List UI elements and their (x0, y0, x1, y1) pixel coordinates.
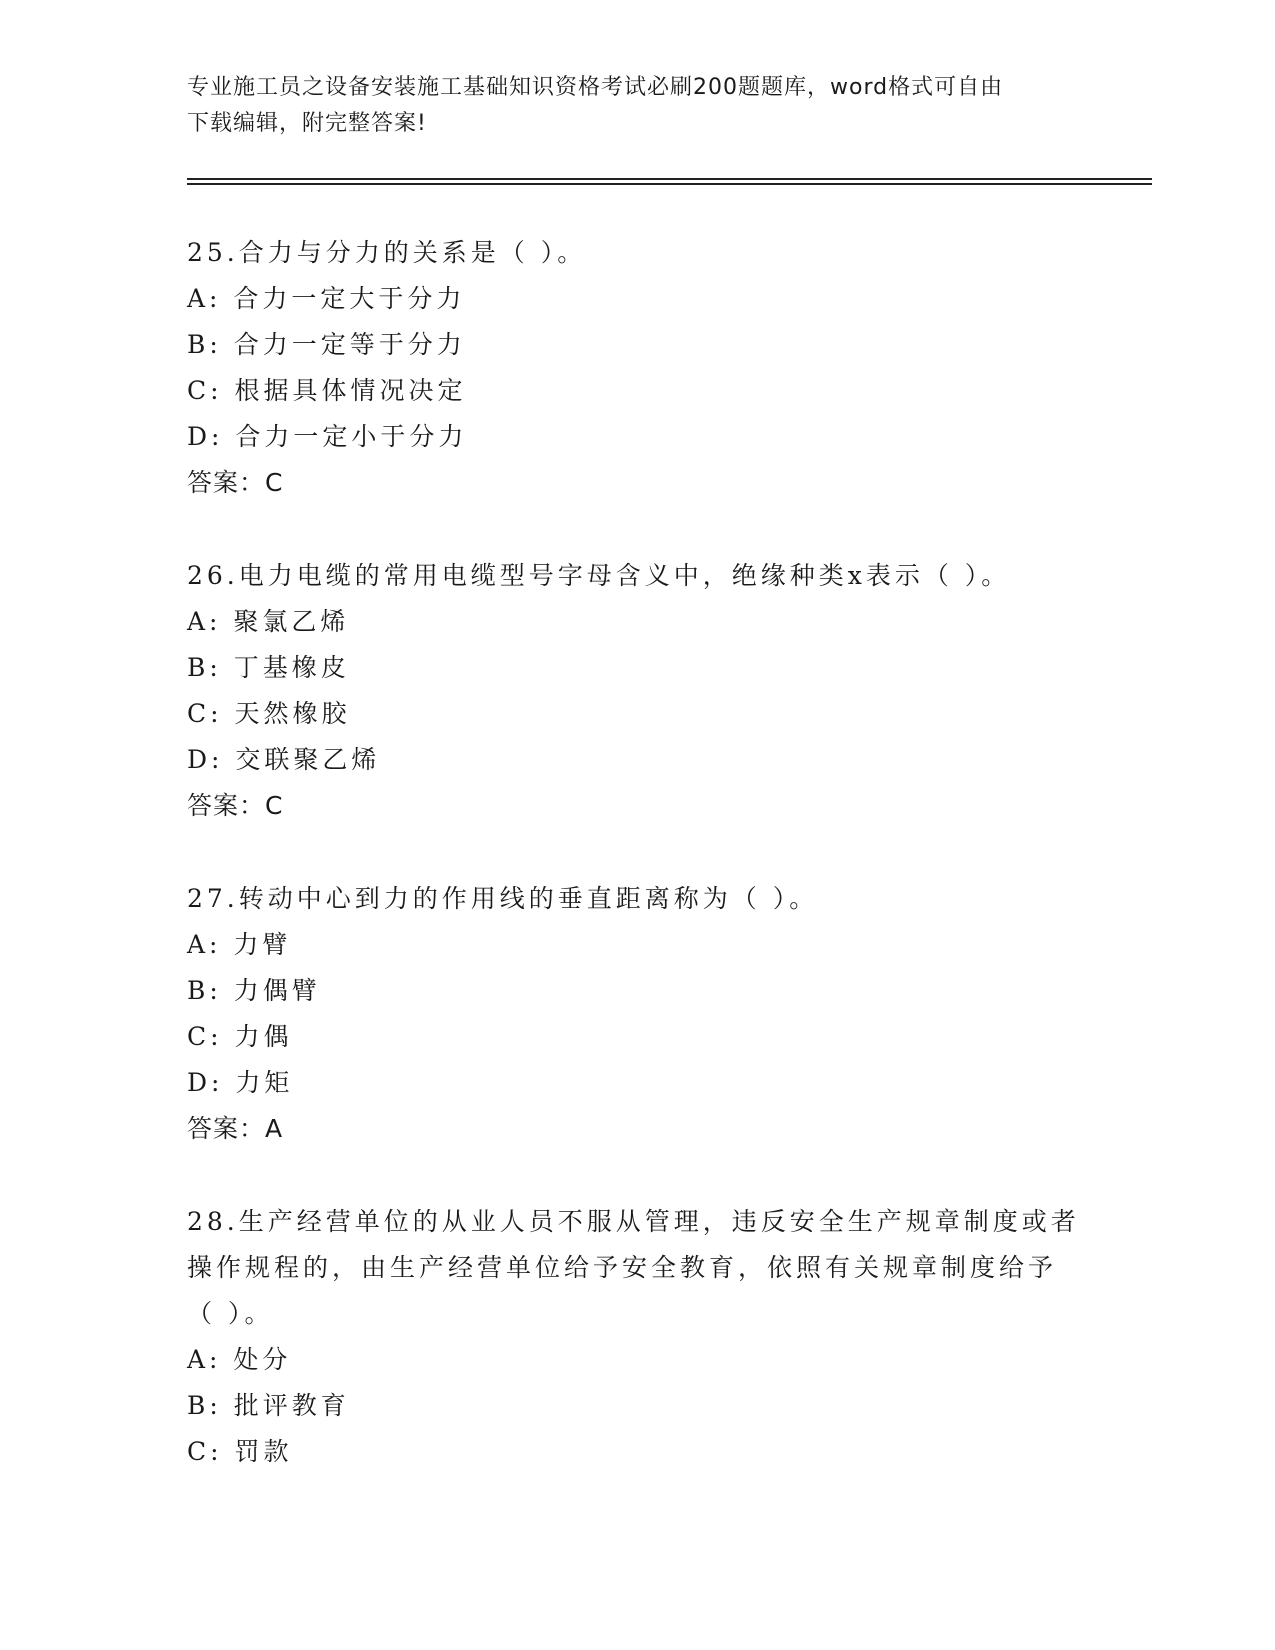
question-list (187, 230, 1087, 1522)
header-title-line-2: 下载编辑，附完整答案! (187, 111, 427, 136)
header-title-line-1: 专业施工员之设备安装施工基础知识资格考试必刷200题题库，word格式可自由 (187, 75, 1004, 100)
question-28 (187, 1199, 1087, 1475)
answer-text: 答案：C (187, 791, 284, 820)
question-27 (187, 876, 1087, 1152)
option-b: B: 批评教育 (187, 1391, 350, 1420)
option-d: D: 力矩 (187, 1068, 294, 1097)
answer-text: 答案：A (187, 1114, 284, 1143)
option-b: B: 合力一定等于分力 (187, 330, 466, 359)
header-divider-bottom (187, 183, 1152, 185)
question-stem-line-2: 操作规程的，由生产经营单位给予安全教育，依照有关规章制度给予 (187, 1253, 1058, 1282)
question-stem-line-3: （ ）。 (187, 1299, 274, 1328)
question-25 (187, 230, 1087, 506)
option-c: C: 根据具体情况决定 (187, 376, 467, 405)
answer-text: 答案：C (187, 468, 284, 497)
question-stem: 27.转动中心到力的作用线的垂直距离称为（ ）。 (187, 884, 819, 913)
option-a: A: 力臂 (187, 930, 292, 959)
header-divider-top (187, 178, 1152, 180)
question-26 (187, 553, 1087, 829)
option-b: B: 力偶臂 (187, 976, 321, 1005)
option-d: D: 交联聚乙烯 (187, 745, 381, 774)
question-stem: 25.合力与分力的关系是（ ）。 (187, 238, 587, 267)
question-stem: 26.电力电缆的常用电缆型号字母含义中，绝缘种类x表示（ ）。 (187, 561, 1011, 590)
option-c: C: 力偶 (187, 1022, 293, 1051)
question-stem-line-1: 28.生产经营单位的从业人员不服从管理，违反安全生产规章制度或者 (187, 1207, 1080, 1236)
option-a: A: 聚氯乙烯 (187, 607, 350, 636)
option-a: A: 合力一定大于分力 (187, 284, 466, 313)
option-d: D: 合力一定小于分力 (187, 422, 468, 451)
option-c: C: 天然橡胶 (187, 699, 351, 728)
document-header (187, 70, 1087, 142)
option-c: C: 罚款 (187, 1437, 293, 1466)
option-a: A: 处分 (187, 1345, 292, 1374)
option-b: B: 丁基橡皮 (187, 653, 350, 682)
